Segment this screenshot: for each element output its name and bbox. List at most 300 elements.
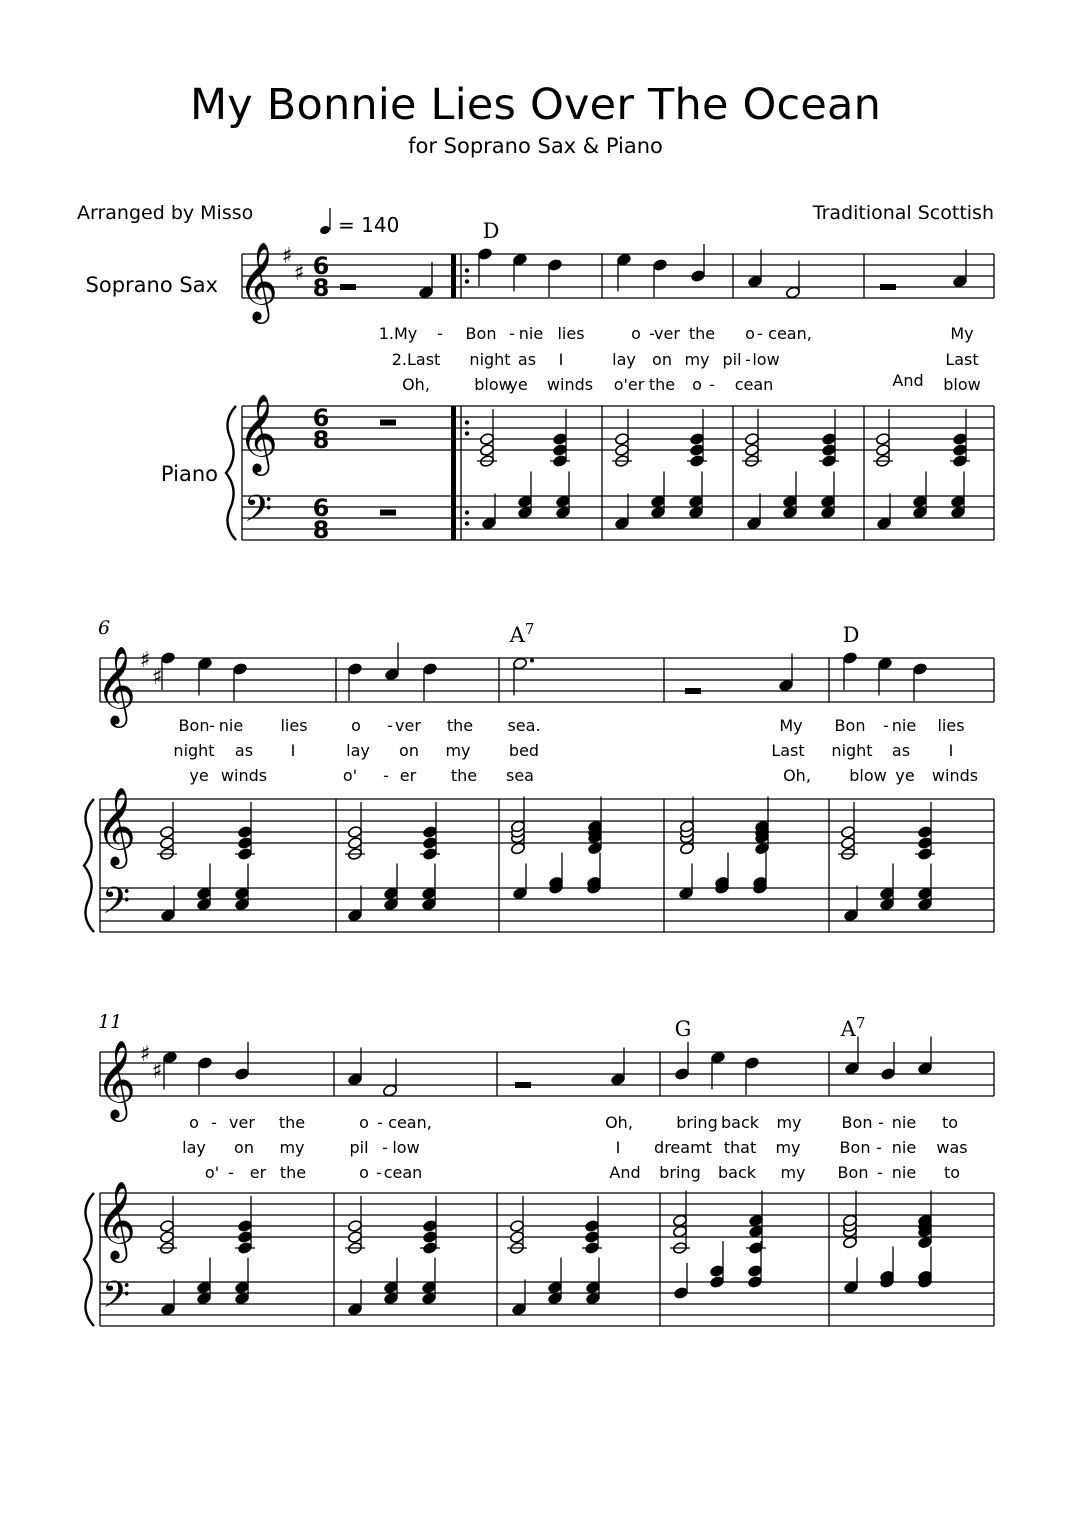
- lyric-syllable: bed: [508, 741, 540, 760]
- lyric-syllable: Last: [945, 350, 979, 369]
- lyric-syllable: on: [399, 741, 419, 760]
- lyric-hyphen: -: [376, 1163, 382, 1182]
- bass-note-head: [234, 1292, 249, 1305]
- lyric-syllable: nie: [518, 324, 544, 343]
- chord-note-head: [552, 443, 567, 456]
- piano-brace: [84, 799, 94, 932]
- chord-note-head: [584, 1230, 599, 1243]
- lyric-syllable: dreamt: [654, 1138, 712, 1157]
- chord-note-head: [347, 825, 362, 838]
- bass-note-head: [879, 887, 894, 900]
- bass-note-head: [196, 898, 211, 911]
- repeat-dot: [465, 279, 469, 283]
- melody-note-head: [744, 1056, 759, 1069]
- time-signature-denominator: 8: [312, 274, 330, 302]
- chord-note-head: [237, 1230, 252, 1243]
- lyric-syllable: my: [775, 1138, 801, 1157]
- bass-note-head: [650, 506, 665, 519]
- bass-note-head: [547, 1292, 562, 1305]
- melody-note-head: [690, 269, 705, 282]
- melody-note-head: [477, 247, 492, 260]
- bass-note-head: [688, 506, 703, 519]
- bass-note-head: [747, 1275, 762, 1288]
- chord-note-head: [679, 842, 694, 855]
- arranger-credit: Arranged by Misso: [77, 202, 254, 224]
- chord-note-head: [159, 825, 174, 838]
- lyric-syllable: nie: [891, 716, 917, 735]
- lyric-syllable: nie: [218, 716, 244, 735]
- lyric-syllable: I: [615, 1138, 621, 1157]
- melody-note-head: [347, 662, 362, 675]
- lyric-syllable: ye: [189, 766, 209, 785]
- piano-brace: [226, 406, 236, 540]
- measure-number: 6: [98, 617, 111, 639]
- rest-symbol: [880, 284, 896, 290]
- bass-note-head: [912, 506, 927, 519]
- chord-note-head: [744, 432, 759, 445]
- chord-note-head: [552, 432, 567, 445]
- lyric-syllable: lay: [182, 1138, 206, 1157]
- lyric-syllable: 2.Last: [391, 350, 441, 369]
- bass-note-head: [517, 506, 532, 519]
- bass-note-head: [843, 1281, 858, 1294]
- lyric-syllable: blow: [943, 375, 981, 394]
- chord-note-head: [422, 825, 437, 838]
- rest-symbol: [380, 420, 396, 426]
- bass-note-head: [383, 1281, 398, 1294]
- lyric-syllable: nie: [891, 1113, 917, 1132]
- bass-note-head: [555, 506, 570, 519]
- chord-note-head: [875, 443, 890, 456]
- lyric-syllable: o'er: [613, 375, 645, 394]
- melody-note-head: [917, 1062, 932, 1075]
- lyric-syllable: o: [631, 324, 641, 343]
- chord-symbol: $A^7$: [509, 620, 535, 647]
- lyric-syllable: ver: [654, 324, 680, 343]
- time-signature-numerator: 6: [312, 494, 330, 522]
- lyric-syllable: o: [189, 1113, 199, 1132]
- chord-note-head: [744, 443, 759, 456]
- time-signature-denominator: 8: [312, 516, 330, 544]
- sharp-icon: ♯: [151, 1059, 163, 1084]
- bass-note-head: [517, 495, 532, 508]
- lyric-syllable: o': [342, 766, 358, 785]
- bass-note-head: [421, 887, 436, 900]
- chord-note-head: [917, 1236, 932, 1249]
- bass-note-head: [843, 909, 858, 922]
- lyric-syllable: bring: [676, 1113, 718, 1132]
- lyric-syllable: blow: [474, 375, 512, 394]
- bass-clef-icon: 𝄢: [243, 488, 273, 539]
- chord-note-head: [584, 1219, 599, 1232]
- lyric-syllable: my: [776, 1113, 802, 1132]
- time-signature-numerator: 6: [312, 404, 330, 432]
- chord-note-head: [509, 1230, 524, 1243]
- melody-note-head: [382, 1084, 397, 1097]
- bass-note-head: [950, 506, 965, 519]
- rest-symbol: [380, 510, 396, 516]
- time-signature-denominator: 8: [312, 426, 330, 454]
- chord-note-head: [237, 836, 252, 849]
- melody-note-head: [160, 651, 175, 664]
- bass-note-head: [547, 1281, 562, 1294]
- lyric-hyphen: -: [383, 766, 389, 785]
- melody-note-head: [547, 258, 562, 271]
- bass-note-head: [421, 1281, 436, 1294]
- chord-note-head: [840, 836, 855, 849]
- bass-note-head: [234, 887, 249, 900]
- bass-note-head: [196, 1281, 211, 1294]
- treble-clef-icon: 𝄞: [95, 1040, 137, 1119]
- lyric-syllable: the: [688, 324, 716, 343]
- chord-note-head: [614, 432, 629, 445]
- repeat-dot: [465, 420, 469, 424]
- lyric-syllable: lies: [937, 716, 965, 735]
- melody-note-head: [347, 1073, 362, 1086]
- melody-note-head: [197, 657, 212, 670]
- lyric-syllable: was: [936, 1138, 968, 1157]
- lyric-hyphen: -: [437, 324, 443, 343]
- lyric-syllable: ye: [895, 766, 915, 785]
- melody-note-head: [234, 1067, 249, 1080]
- lyric-hyphen: -: [387, 716, 393, 735]
- bass-note-head: [383, 1292, 398, 1305]
- lyric-syllable: And: [609, 1163, 641, 1182]
- lyric-syllable: winds: [546, 375, 594, 394]
- lyric-syllable: low: [392, 1138, 420, 1157]
- melody-note-head: [778, 679, 793, 692]
- lyric-syllable: cean,: [388, 1113, 432, 1132]
- bass-note-head: [160, 909, 175, 922]
- quarter-note-icon: [319, 225, 331, 236]
- bass-note-head: [234, 898, 249, 911]
- chord-note-head: [840, 825, 855, 838]
- lyric-hyphen: -: [209, 716, 215, 735]
- chord-note-head: [748, 1225, 763, 1238]
- chord-note-head: [347, 1219, 362, 1232]
- melody-note-head: [162, 1051, 177, 1064]
- chord-note-head: [821, 443, 836, 456]
- time-signature-numerator: 6: [312, 252, 330, 280]
- bass-note-head: [912, 495, 927, 508]
- bass-note-head: [820, 506, 835, 519]
- lyric-syllable: sea.: [507, 716, 541, 735]
- lyric-hyphen: -: [883, 716, 889, 735]
- lyric-syllable: night: [173, 741, 215, 760]
- bass-note-head: [673, 1286, 688, 1299]
- bass-note-head: [347, 1303, 362, 1316]
- bass-note-head: [160, 1303, 175, 1316]
- melody-note-head: [512, 657, 527, 670]
- chord-note-head: [952, 443, 967, 456]
- repeat-thick-line: [451, 254, 456, 298]
- lyric-hyphen: -: [509, 324, 515, 343]
- chord-note-head: [875, 432, 890, 445]
- lyric-syllable: night: [831, 741, 873, 760]
- lyric-syllable: My: [950, 324, 974, 343]
- rest-symbol: [515, 1082, 531, 1088]
- lyric-syllable: nie: [891, 1163, 917, 1182]
- chord-note-head: [821, 432, 836, 445]
- melody-note-head: [512, 253, 527, 266]
- melody-note-head: [674, 1067, 689, 1080]
- chord-note-head: [614, 443, 629, 456]
- chord-note-head: [842, 1236, 857, 1249]
- lyric-hyphen: -: [382, 1138, 388, 1157]
- lyric-syllable: low: [752, 350, 780, 369]
- bass-note-head: [688, 495, 703, 508]
- bass-note-head: [196, 1292, 211, 1305]
- chord-note-head: [159, 836, 174, 849]
- bass-note-head: [383, 887, 398, 900]
- lyric-syllable: ver: [229, 1113, 255, 1132]
- bass-note-head: [511, 1303, 526, 1316]
- bass-note-head: [555, 495, 570, 508]
- lyric-syllable: I: [558, 350, 564, 369]
- lyric-hyphen: -: [745, 350, 751, 369]
- lyric-syllable: pil: [722, 350, 742, 369]
- sharp-icon: ♯: [281, 244, 293, 269]
- chord-note-head: [748, 1214, 763, 1227]
- lyric-syllable: And: [892, 371, 924, 390]
- lyric-hyphen: -: [377, 1113, 383, 1132]
- lyric-syllable: o: [351, 716, 361, 735]
- bass-note-head: [876, 517, 891, 530]
- chord-note-head: [510, 842, 525, 855]
- bass-note-head: [709, 1264, 724, 1277]
- bass-note-head: [650, 495, 665, 508]
- lyric-hyphen: -: [649, 324, 655, 343]
- lyric-syllable: as: [234, 741, 254, 760]
- chord-note-head: [237, 825, 252, 838]
- lyric-hyphen: -: [709, 375, 715, 394]
- lyric-syllable: I: [948, 741, 954, 760]
- lyric-hyphen: -: [211, 1113, 217, 1132]
- melody-note-head: [610, 1073, 625, 1086]
- melody-note-head: [384, 668, 399, 681]
- lyric-syllable: Bon: [178, 716, 210, 735]
- lyric-syllable: the: [648, 375, 676, 394]
- chord-note-head: [509, 1219, 524, 1232]
- melody-note-head: [710, 1051, 725, 1064]
- bass-note-head: [585, 1292, 600, 1305]
- lyric-syllable: o: [692, 375, 702, 394]
- bass-note-head: [481, 517, 496, 530]
- repeat-dot: [465, 510, 469, 514]
- lyric-hyphen: -: [757, 324, 763, 343]
- score-title: My Bonnie Lies Over The Ocean: [189, 80, 882, 130]
- lyric-syllable: Bon: [465, 324, 497, 343]
- chord-note-head: [672, 1214, 687, 1227]
- bass-note-head: [347, 909, 362, 922]
- bass-clef-icon: 𝄢: [101, 1274, 131, 1325]
- chord-note-head: [689, 432, 704, 445]
- lyric-syllable: on: [652, 350, 672, 369]
- lyric-syllable: blow: [849, 766, 887, 785]
- lyric-syllable: Bon: [837, 1163, 869, 1182]
- chord-symbol: G: [674, 1017, 692, 1041]
- bass-clef-icon: 𝄢: [101, 880, 131, 931]
- lyric-syllable: my: [279, 1138, 305, 1157]
- lyric-syllable: pil: [349, 1138, 369, 1157]
- composer-credit: Traditional Scottish: [812, 202, 994, 224]
- bass-note-head: [585, 1281, 600, 1294]
- melody-note-head: [912, 662, 927, 675]
- chord-note-head: [479, 443, 494, 456]
- bass-note-head: [746, 517, 761, 530]
- lyric-syllable: o': [204, 1163, 220, 1182]
- lyric-syllable: Oh,: [783, 766, 811, 785]
- chord-note-head: [917, 825, 932, 838]
- chord-note-head: [237, 1219, 252, 1232]
- bass-note-head: [383, 898, 398, 911]
- lyric-syllable: Bon: [834, 716, 866, 735]
- lyric-syllable: Bon: [841, 1113, 873, 1132]
- measure-number: 11: [98, 1011, 123, 1033]
- bass-note-head: [196, 887, 211, 900]
- treble-clef-icon: 𝄞: [95, 1181, 137, 1260]
- lyric-syllable: the: [278, 1113, 306, 1132]
- melody-note-head: [422, 662, 437, 675]
- lyric-hyphen: -: [228, 1163, 234, 1182]
- melody-note-head: [844, 1062, 859, 1075]
- tempo-marking: = 140: [338, 213, 400, 237]
- bass-note-head: [917, 887, 932, 900]
- treble-clef-icon: 𝄞: [95, 646, 137, 725]
- score-subtitle: for Soprano Sax & Piano: [408, 134, 663, 158]
- treble-clef-icon: 𝄞: [237, 394, 279, 473]
- lyric-syllable: o: [359, 1163, 369, 1182]
- lyric-syllable: sea: [506, 766, 534, 785]
- chord-note-head: [159, 1230, 174, 1243]
- rest-symbol: [340, 284, 356, 290]
- repeat-dot: [465, 431, 469, 435]
- sharp-icon: ♯: [139, 1042, 151, 1067]
- bass-note-head: [421, 1292, 436, 1305]
- bass-note-head: [782, 495, 797, 508]
- chord-note-head: [754, 842, 769, 855]
- lyric-syllable: back: [720, 1113, 760, 1132]
- melody-note-head: [616, 253, 631, 266]
- lyric-syllable: winds: [220, 766, 268, 785]
- treble-clef-icon: 𝄞: [237, 242, 279, 321]
- bass-note-head: [950, 495, 965, 508]
- lyric-syllable: 1.My: [378, 324, 418, 343]
- melody-note-head: [785, 286, 800, 299]
- lyric-syllable: er: [399, 766, 417, 785]
- bass-note-head: [709, 1275, 724, 1288]
- lyric-syllable: Last: [771, 741, 805, 760]
- melody-note-head: [842, 651, 857, 664]
- lyric-syllable: the: [279, 1163, 307, 1182]
- lyric-syllable: lies: [557, 324, 585, 343]
- lyric-syllable: cean: [383, 1163, 423, 1182]
- melody-note-head: [952, 275, 967, 288]
- bass-note-head: [234, 1281, 249, 1294]
- lyric-syllable: my: [780, 1163, 806, 1182]
- piano-brace: [84, 1193, 94, 1326]
- chord-note-head: [672, 1225, 687, 1238]
- chord-note-head: [422, 836, 437, 849]
- bass-note-head: [678, 887, 693, 900]
- sharp-icon: ♯: [139, 648, 151, 673]
- lyric-syllable: my: [445, 741, 471, 760]
- lyric-syllable: night: [469, 350, 511, 369]
- lyric-syllable: lay: [346, 741, 370, 760]
- melody-note-head: [880, 1067, 895, 1080]
- lyric-syllable: o: [359, 1113, 369, 1132]
- chord-symbol: D: [482, 219, 500, 243]
- lyric-syllable: to: [941, 1113, 959, 1132]
- repeat-dot: [465, 521, 469, 525]
- rest-symbol: [685, 688, 701, 694]
- lyric-syllable: the: [446, 716, 474, 735]
- chord-note-head: [347, 1230, 362, 1243]
- lyric-syllable: nie: [891, 1138, 917, 1157]
- lyric-hyphen: -: [877, 1163, 883, 1182]
- treble-clef-icon: 𝄞: [95, 787, 137, 866]
- lyric-syllable: winds: [931, 766, 979, 785]
- lyric-syllable: er: [249, 1163, 267, 1182]
- lyric-syllable: lies: [280, 716, 308, 735]
- bass-note-head: [512, 887, 527, 900]
- repeat-dot: [465, 268, 469, 272]
- chord-symbol: $A^7$: [840, 1014, 866, 1041]
- lyric-syllable: the: [450, 766, 478, 785]
- bass-note-head: [782, 506, 797, 519]
- lyric-syllable: that: [723, 1138, 757, 1157]
- lyric-syllable: bring: [659, 1163, 701, 1182]
- bass-note-head: [614, 517, 629, 530]
- lyric-syllable: back: [717, 1163, 757, 1182]
- dot: [530, 659, 534, 663]
- chord-note-head: [479, 432, 494, 445]
- bass-note-head: [747, 1264, 762, 1277]
- bass-note-head: [421, 898, 436, 911]
- lyric-syllable: as: [891, 741, 911, 760]
- lyric-syllable: cean,: [768, 324, 812, 343]
- lyric-hyphen: -: [876, 1138, 882, 1157]
- chord-note-head: [422, 1219, 437, 1232]
- chord-note-head: [952, 432, 967, 445]
- lyric-syllable: lay: [612, 350, 636, 369]
- melody-note-head: [652, 258, 667, 271]
- lyric-syllable: to: [943, 1163, 961, 1182]
- lyric-syllable: as: [517, 350, 537, 369]
- melody-note-head: [747, 275, 762, 288]
- lyric-syllable: My: [779, 716, 803, 735]
- lyric-syllable: my: [684, 350, 710, 369]
- repeat-thick-line: [451, 406, 456, 540]
- chord-note-head: [422, 1230, 437, 1243]
- lyric-syllable: Oh,: [605, 1113, 633, 1132]
- sharp-icon: ♯: [151, 665, 163, 690]
- melody-note-head: [232, 662, 247, 675]
- lyric-syllable: Bon: [839, 1138, 871, 1157]
- instrument-label-sax: Soprano Sax: [85, 273, 218, 297]
- lyric-hyphen: -: [878, 1113, 884, 1132]
- note-head: [418, 286, 433, 299]
- chord-symbol: D: [842, 623, 860, 647]
- lyric-syllable: cean: [734, 375, 774, 394]
- chord-note-head: [917, 836, 932, 849]
- melody-note-head: [197, 1056, 212, 1069]
- lyric-syllable: I: [290, 741, 296, 760]
- bass-note-head: [879, 898, 894, 911]
- lyric-syllable: on: [234, 1138, 254, 1157]
- lyric-syllable: Oh,: [402, 375, 430, 394]
- sharp-icon: ♯: [293, 261, 305, 286]
